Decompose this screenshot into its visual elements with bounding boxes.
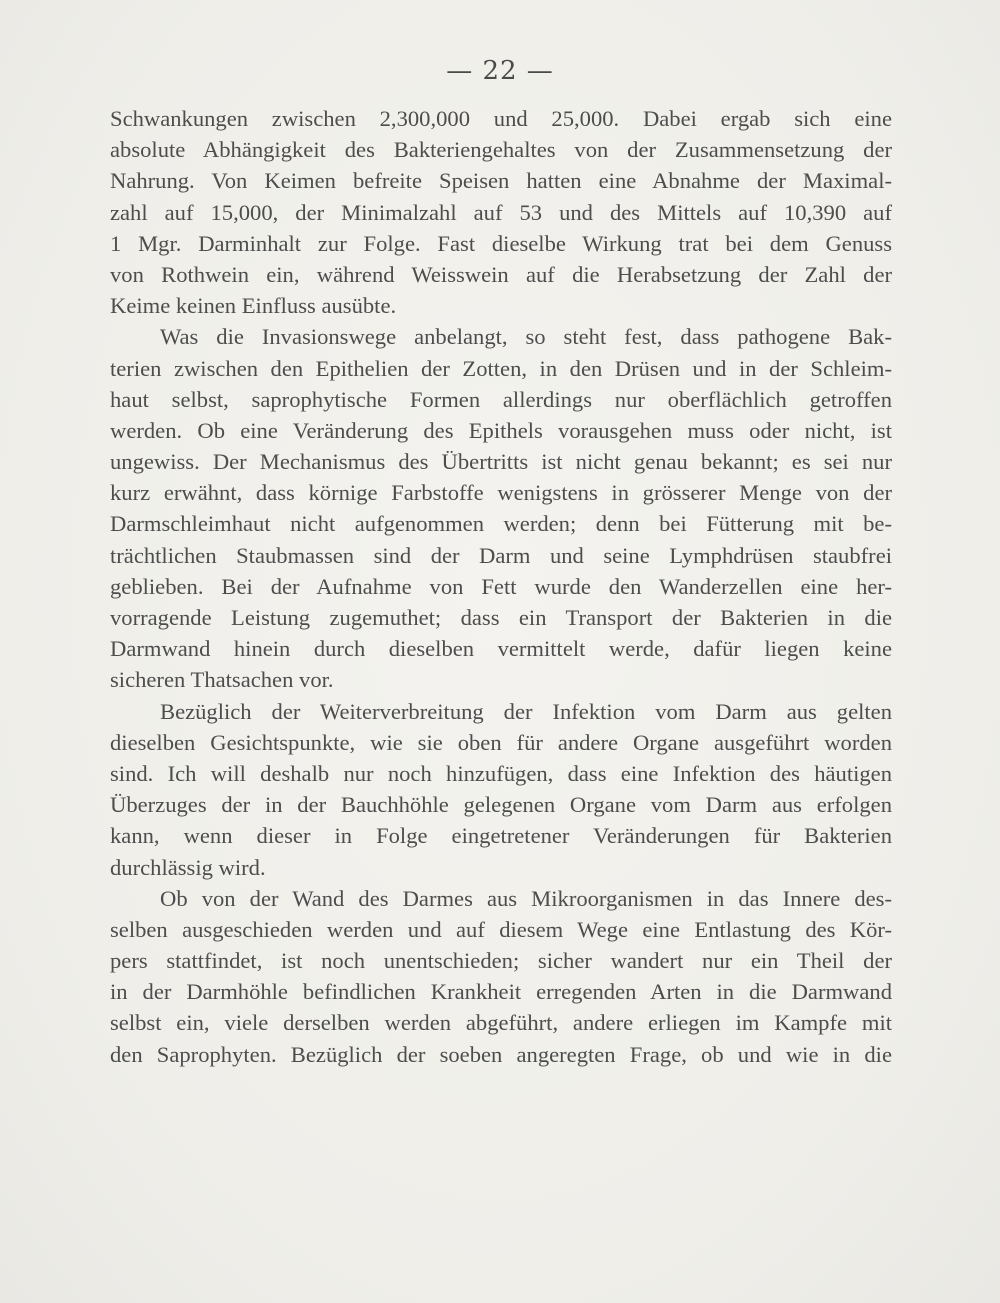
text-line: pers stattfindet, ist noch unentschieden; sicher wandert nur ein Theil der <box>110 948 892 974</box>
text-line: terien zwischen den Epithelien der Zotten, in den Drüsen und in der Schleim- <box>110 355 892 381</box>
text-line: durchlässig wird. <box>110 854 266 880</box>
text-line: 1 Mgr. Darminhalt zur Folge. Fast dieselbe Wirkung trat bei dem Genuss <box>110 230 892 256</box>
text-line: ungewiss. Der Mechanismus des Übertritts ist nicht genau bekannt; es sei nur <box>110 449 892 475</box>
text-line: trächtlichen Staubmassen sind der Darm und seine Lymphdrüsen staubfrei <box>110 542 892 568</box>
text-line: Schwankungen zwischen 2,300,000 und 25,000. Dabei ergab sich eine <box>110 106 892 131</box>
paragraph <box>110 883 892 1070</box>
text-line: absolute Abhängigkeit des Bakteriengehaltes von der Zusammensetzung der <box>110 137 892 163</box>
paragraph <box>110 321 892 695</box>
text-line: dieselben Gesichtspunkte, wie sie oben für andere Organe ausgeführt worden <box>110 729 892 755</box>
text-line: selbst ein, viele derselben werden abgeführt, andere erliegen im Kampfe mit <box>110 1010 892 1036</box>
text-line: sicheren Thatsachen vor. <box>110 667 334 693</box>
body-text <box>110 103 892 1070</box>
text-line: von Rothwein ein, während Weisswein auf die Herabsetzung der Zahl der <box>110 261 892 287</box>
text-line: Überzuges der in der Bauchhöhle gelegenen Organe vom Darm aus erfolgen <box>110 792 892 818</box>
text-line: Was die Invasionswege anbelangt, so steht fest, dass pathogene Bak- <box>160 324 892 350</box>
text-line: Bezüglich der Weiterverbreitung der Infektion vom Darm aus gelten <box>160 698 892 724</box>
text-line: geblieben. Bei der Aufnahme von Fett wurde den Wanderzellen eine her- <box>110 573 892 599</box>
paragraph <box>110 103 892 321</box>
text-line: sind. Ich will deshalb nur noch hinzufügen, dass eine Infektion des häutigen <box>110 760 892 786</box>
text-line: Darmwand hinein durch dieselben vermittelt werde, dafür liegen keine <box>110 636 892 662</box>
text-line: selben ausgeschieden werden und auf diesem Wege eine Entlastung des Kör- <box>110 916 892 942</box>
page-number: — 22 — <box>446 56 554 86</box>
text-line: werden. Ob eine Veränderung des Epithels vorausgehen muss oder nicht, ist <box>110 417 892 443</box>
text-line: vorragende Leistung zugemuthet; dass ein Transport der Bakterien in die <box>110 605 892 630</box>
text-line: Darmschleimhaut nicht aufgenommen werden; denn bei Fütterung mit be- <box>110 511 892 537</box>
text-line: zahl auf 15,000, der Minimalzahl auf 53 und des Mittels auf 10,390 auf <box>110 199 892 225</box>
paragraph <box>110 696 892 883</box>
text-line: in der Darmhöhle befindlichen Krankheit erregenden Arten in die Darmwand <box>110 979 892 1005</box>
text-line: kurz erwähnt, dass körnige Farbstoffe wenigstens in grösserer Menge von der <box>110 480 892 506</box>
text-line: Ob von der Wand des Darmes aus Mikroorganismen in das Innere des- <box>160 885 892 911</box>
text-line: haut selbst, saprophytische Formen allerdings nur oberflächlich getroffen <box>110 386 892 412</box>
text-line: kann, wenn dieser in Folge eingetretener Veränderungen für Bakterien <box>110 823 892 849</box>
text-line: Keime keinen Einfluss ausübte. <box>110 293 397 319</box>
text-line: Nahrung. Von Keimen befreite Speisen hatten eine Abnahme der Maximal- <box>110 168 892 194</box>
text-line: den Saprophyten. Bezüglich der soeben angeregten Frage, ob und wie in die <box>110 1041 892 1067</box>
